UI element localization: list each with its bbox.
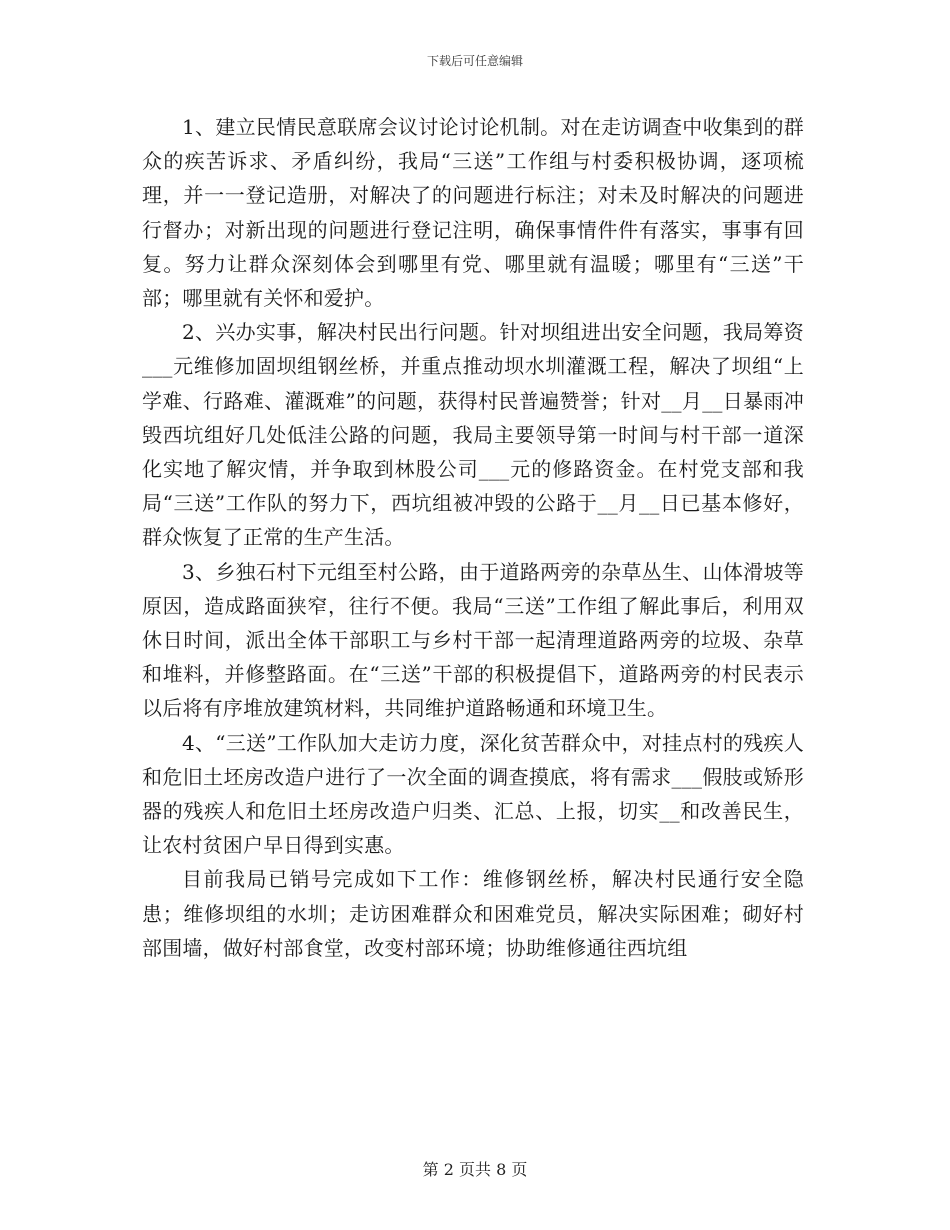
paragraph-3: 3、乡独石村下元组至村公路，由于道路两旁的杂草丛生、山体滑坡等原因，造成路面狭窄，往行不便。我局“三送”工作组了解此事后，利用双休日时间，派出全体干部职工与乡村干部一起清理道路两旁的垃圾、杂草和堆料，并修整路面。在“三送”干部的积极提倡下，道路两旁的村民表示以后将有序堆放建筑材料，共同维护道路畅通和环境卫生。 — [142, 559, 804, 721]
document-body — [142, 110, 804, 965]
paragraph-1: 1、建立民情民意联席会议讨论讨论机制。对在走访调查中收集到的群众的疾苦诉求、矛盾纠纷，我局“三送”工作组与村委积极协调，逐项梳理，并一一登记造册，对解决了的问题进行标注；对未及时解决的问题进行督办；对新出现的问题进行登记注明，确保事情件件有落实，事事有回复。努力让群众深刻体会到哪里有党、哪里就有温暖；哪里有“三送”干部；哪里就有关怀和爱护。 — [142, 115, 804, 311]
page-number: 第 2 页共 8 页 — [422, 1160, 528, 1179]
paragraph-4: 4、“三送”工作队加大走访力度，深化贫苦群众中，对挂点村的残疾人和危旧土坯房改造户进行了一次全面的调查摸底，将有需求___假肢或矫形器的残疾人和危旧土坯房改造户归类、汇总、上报，切实__和改善民生，让农村贫困户早日得到实惠。 — [142, 730, 804, 858]
page-header: 下载后可任意编辑 — [426, 54, 523, 68]
paragraph-5: 目前我局已销号完成如下工作：维修钢丝桥，解决村民通行安全隐患；维修坝组的水圳；走访困难群众和困难党员，解决实际困难；砌好村部围墙，做好村部食堂，改变村部环境；协助维修通往西坑组 — [142, 867, 804, 960]
paragraph-2: 2、兴办实事，解决村民出行问题。针对坝组进出安全问题，我局筹资___元维修加固坝组钢丝桥，并重点推动坝水圳灌溉工程，解决了坝组“上学难、行路难、灌溉难”的问题，获得村民普遍赞誉；针对__月__日暴雨冲毁西坑组好几处低洼公路的问题，我局主要领导第一时间与村干部一道深化实地了解灾情，并争取到林股公司___元的修路资金。在村党支部和我局“三送”工作队的努力下，西坑组被冲毁的公路于__月__日已基本修好，群众恢复了正常的生产生活。 — [142, 320, 804, 550]
